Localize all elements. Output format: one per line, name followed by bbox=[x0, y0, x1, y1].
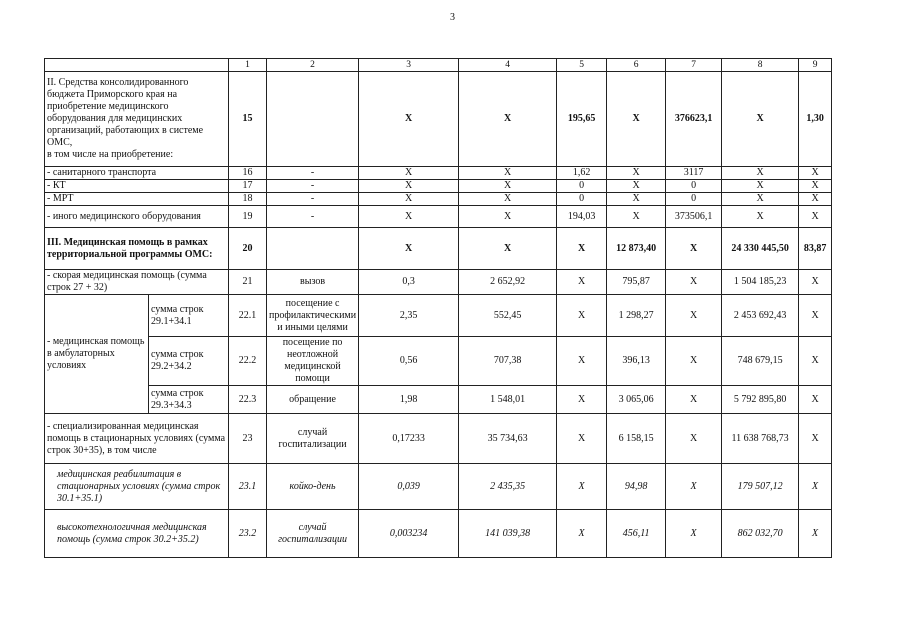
section-title: III. Медицинская помощь в рамках территориальной программы ОМС: bbox=[45, 228, 229, 270]
value-cell: X bbox=[359, 193, 459, 206]
value-cell: 0,3 bbox=[359, 270, 459, 295]
value-cell: 1,98 bbox=[359, 386, 459, 414]
value-cell: X bbox=[799, 193, 832, 206]
value-cell: X bbox=[722, 180, 799, 193]
value-cell: X bbox=[722, 206, 799, 228]
value-cell: X bbox=[722, 72, 799, 167]
row-number: 18 bbox=[229, 193, 267, 206]
value-cell: 748 679,15 bbox=[722, 337, 799, 386]
value-cell: X bbox=[799, 510, 832, 558]
value-cell: X bbox=[799, 167, 832, 180]
row-number: 22.2 bbox=[229, 337, 267, 386]
value-cell: 94,98 bbox=[607, 464, 666, 510]
unit-cell bbox=[267, 72, 359, 167]
value-cell: X bbox=[799, 386, 832, 414]
value-cell: 1,30 bbox=[799, 72, 832, 167]
value-cell: 1 548,01 bbox=[459, 386, 557, 414]
unit-cell: случай госпитализации bbox=[267, 414, 359, 464]
header-cell: 5 bbox=[557, 59, 607, 72]
value-cell: X bbox=[666, 228, 722, 270]
row-number: 15 bbox=[229, 72, 267, 167]
unit-cell: обращение bbox=[267, 386, 359, 414]
unit-cell: - bbox=[267, 167, 359, 180]
value-cell: 11 638 768,73 bbox=[722, 414, 799, 464]
row-label: - специализированная медицинская помощь в стационарных условиях (сумма строк 30+35), в том числе bbox=[45, 414, 229, 464]
value-cell: 862 032,70 bbox=[722, 510, 799, 558]
row-number: 23 bbox=[229, 414, 267, 464]
row-number: 16 bbox=[229, 167, 267, 180]
row-label: - КТ bbox=[45, 180, 229, 193]
table-row bbox=[45, 180, 832, 193]
header-cell: 6 bbox=[607, 59, 666, 72]
value-cell: X bbox=[666, 464, 722, 510]
value-cell: X bbox=[799, 206, 832, 228]
table-row bbox=[45, 72, 832, 167]
value-cell: 552,45 bbox=[459, 295, 557, 337]
section-title: II. Средства консолидированного бюджета Приморского края на приобретение медицинского оборудования для медицинских организаций, работающих в системе ОМС, bbox=[47, 77, 204, 148]
header-cell: 7 bbox=[666, 59, 722, 72]
value-cell: X bbox=[799, 295, 832, 337]
value-cell: X bbox=[359, 180, 459, 193]
row-label: - иного медицинского оборудования bbox=[45, 206, 229, 228]
value-cell: 3 065,06 bbox=[607, 386, 666, 414]
value-cell: 2 435,35 bbox=[459, 464, 557, 510]
value-cell: X bbox=[722, 167, 799, 180]
table-row bbox=[45, 386, 832, 414]
value-cell: X bbox=[666, 270, 722, 295]
row-number: 19 bbox=[229, 206, 267, 228]
value-cell: 6 158,15 bbox=[607, 414, 666, 464]
value-cell: 2 652,92 bbox=[459, 270, 557, 295]
subrow-label: сумма строк 29.2+34.2 bbox=[149, 337, 229, 386]
value-cell: X bbox=[459, 180, 557, 193]
value-cell: X bbox=[557, 464, 607, 510]
row-number: 17 bbox=[229, 180, 267, 193]
value-cell: 2 453 692,43 bbox=[722, 295, 799, 337]
row-number: 22.1 bbox=[229, 295, 267, 337]
value-cell: 195,65 bbox=[557, 72, 607, 167]
value-cell: 456,11 bbox=[607, 510, 666, 558]
unit-cell: койко-день bbox=[267, 464, 359, 510]
row-label: - скорая медицинская помощь (сумма строк 27 + 32) bbox=[45, 270, 229, 295]
value-cell: X bbox=[459, 167, 557, 180]
header-cell: 4 bbox=[459, 59, 557, 72]
value-cell: X bbox=[722, 193, 799, 206]
value-cell: X bbox=[359, 228, 459, 270]
value-cell: X bbox=[799, 464, 832, 510]
table-row bbox=[45, 270, 832, 295]
value-cell: X bbox=[459, 72, 557, 167]
value-cell: 373506,1 bbox=[666, 206, 722, 228]
table-row bbox=[45, 228, 832, 270]
value-cell: 0,56 bbox=[359, 337, 459, 386]
value-cell: X bbox=[666, 386, 722, 414]
value-cell: X bbox=[557, 510, 607, 558]
header-cell: 9 bbox=[799, 59, 832, 72]
value-cell: 1 298,27 bbox=[607, 295, 666, 337]
value-cell: 194,03 bbox=[557, 206, 607, 228]
value-cell: X bbox=[557, 295, 607, 337]
table-row bbox=[45, 464, 832, 510]
table-row bbox=[45, 337, 832, 386]
value-cell: 83,87 bbox=[799, 228, 832, 270]
table-row bbox=[45, 510, 832, 558]
value-cell: 141 039,38 bbox=[459, 510, 557, 558]
value-cell: X bbox=[359, 167, 459, 180]
value-cell: 2,35 bbox=[359, 295, 459, 337]
value-cell: X bbox=[607, 72, 666, 167]
unit-cell: - bbox=[267, 206, 359, 228]
value-cell: 1,62 bbox=[557, 167, 607, 180]
value-cell: 35 734,63 bbox=[459, 414, 557, 464]
unit-cell bbox=[267, 228, 359, 270]
header-cell: 3 bbox=[359, 59, 459, 72]
value-cell: 0,17233 bbox=[359, 414, 459, 464]
section-subtitle: в том числе на приобретение: bbox=[47, 149, 174, 160]
value-cell: 0,003234 bbox=[359, 510, 459, 558]
value-cell: X bbox=[666, 414, 722, 464]
row-number: 23.1 bbox=[229, 464, 267, 510]
value-cell: X bbox=[557, 386, 607, 414]
value-cell: X bbox=[459, 206, 557, 228]
header-cell: 1 bbox=[229, 59, 267, 72]
unit-cell: - bbox=[267, 180, 359, 193]
value-cell: X bbox=[666, 337, 722, 386]
row-number: 20 bbox=[229, 228, 267, 270]
value-cell: X bbox=[607, 206, 666, 228]
value-cell: 1 504 185,23 bbox=[722, 270, 799, 295]
value-cell: 396,13 bbox=[607, 337, 666, 386]
value-cell: X bbox=[459, 193, 557, 206]
row-label: высокотехнологичная медицинская помощь (сумма строк 30.2+35.2) bbox=[45, 510, 229, 558]
value-cell: X bbox=[557, 270, 607, 295]
unit-cell: посещение по неотложной медицинской помощи bbox=[267, 337, 359, 386]
value-cell: 179 507,12 bbox=[722, 464, 799, 510]
value-cell: 795,87 bbox=[607, 270, 666, 295]
value-cell: 0 bbox=[557, 193, 607, 206]
value-cell: 707,38 bbox=[459, 337, 557, 386]
value-cell: X bbox=[666, 510, 722, 558]
data-table bbox=[44, 58, 832, 558]
value-cell: X bbox=[557, 228, 607, 270]
table-row bbox=[45, 206, 832, 228]
value-cell: 24 330 445,50 bbox=[722, 228, 799, 270]
value-cell: X bbox=[799, 414, 832, 464]
value-cell: 5 792 895,80 bbox=[722, 386, 799, 414]
group-label: - медицинская помощь в амбулаторных условиях bbox=[45, 295, 149, 414]
row-number: 22.3 bbox=[229, 386, 267, 414]
value-cell: X bbox=[557, 414, 607, 464]
header-row bbox=[45, 59, 832, 72]
row-number: 21 bbox=[229, 270, 267, 295]
row-label: - санитарного транспорта bbox=[45, 167, 229, 180]
table-row bbox=[45, 414, 832, 464]
unit-cell: случай госпитализации bbox=[267, 510, 359, 558]
value-cell: 376623,1 bbox=[666, 72, 722, 167]
value-cell: 0 bbox=[557, 180, 607, 193]
value-cell: 0,039 bbox=[359, 464, 459, 510]
subrow-label: сумма строк 29.1+34.1 bbox=[149, 295, 229, 337]
value-cell: X bbox=[557, 337, 607, 386]
unit-cell: вызов bbox=[267, 270, 359, 295]
row-label: - МРТ bbox=[45, 193, 229, 206]
row-number: 23.2 bbox=[229, 510, 267, 558]
header-cell: 8 bbox=[722, 59, 799, 72]
header-cell: 2 bbox=[267, 59, 359, 72]
subrow-label: сумма строк 29.3+34.3 bbox=[149, 386, 229, 414]
value-cell: X bbox=[359, 206, 459, 228]
value-cell: 0 bbox=[666, 180, 722, 193]
unit-cell: посещение с профилактическими и иными целями bbox=[267, 295, 359, 337]
page-number: 3 bbox=[450, 12, 455, 23]
value-cell: X bbox=[666, 295, 722, 337]
value-cell: X bbox=[607, 180, 666, 193]
value-cell: X bbox=[459, 228, 557, 270]
table-row bbox=[45, 167, 832, 180]
value-cell: 0 bbox=[666, 193, 722, 206]
value-cell: X bbox=[799, 337, 832, 386]
row-label: медицинская реабилитация в стационарных условиях (сумма строк 30.1+35.1) bbox=[45, 464, 229, 510]
table-row bbox=[45, 193, 832, 206]
value-cell: X bbox=[607, 167, 666, 180]
unit-cell: - bbox=[267, 193, 359, 206]
value-cell: X bbox=[607, 193, 666, 206]
value-cell: 12 873,40 bbox=[607, 228, 666, 270]
value-cell: X bbox=[799, 180, 832, 193]
value-cell: X bbox=[799, 270, 832, 295]
table-row bbox=[45, 295, 832, 337]
value-cell: X bbox=[359, 72, 459, 167]
value-cell: 3117 bbox=[666, 167, 722, 180]
